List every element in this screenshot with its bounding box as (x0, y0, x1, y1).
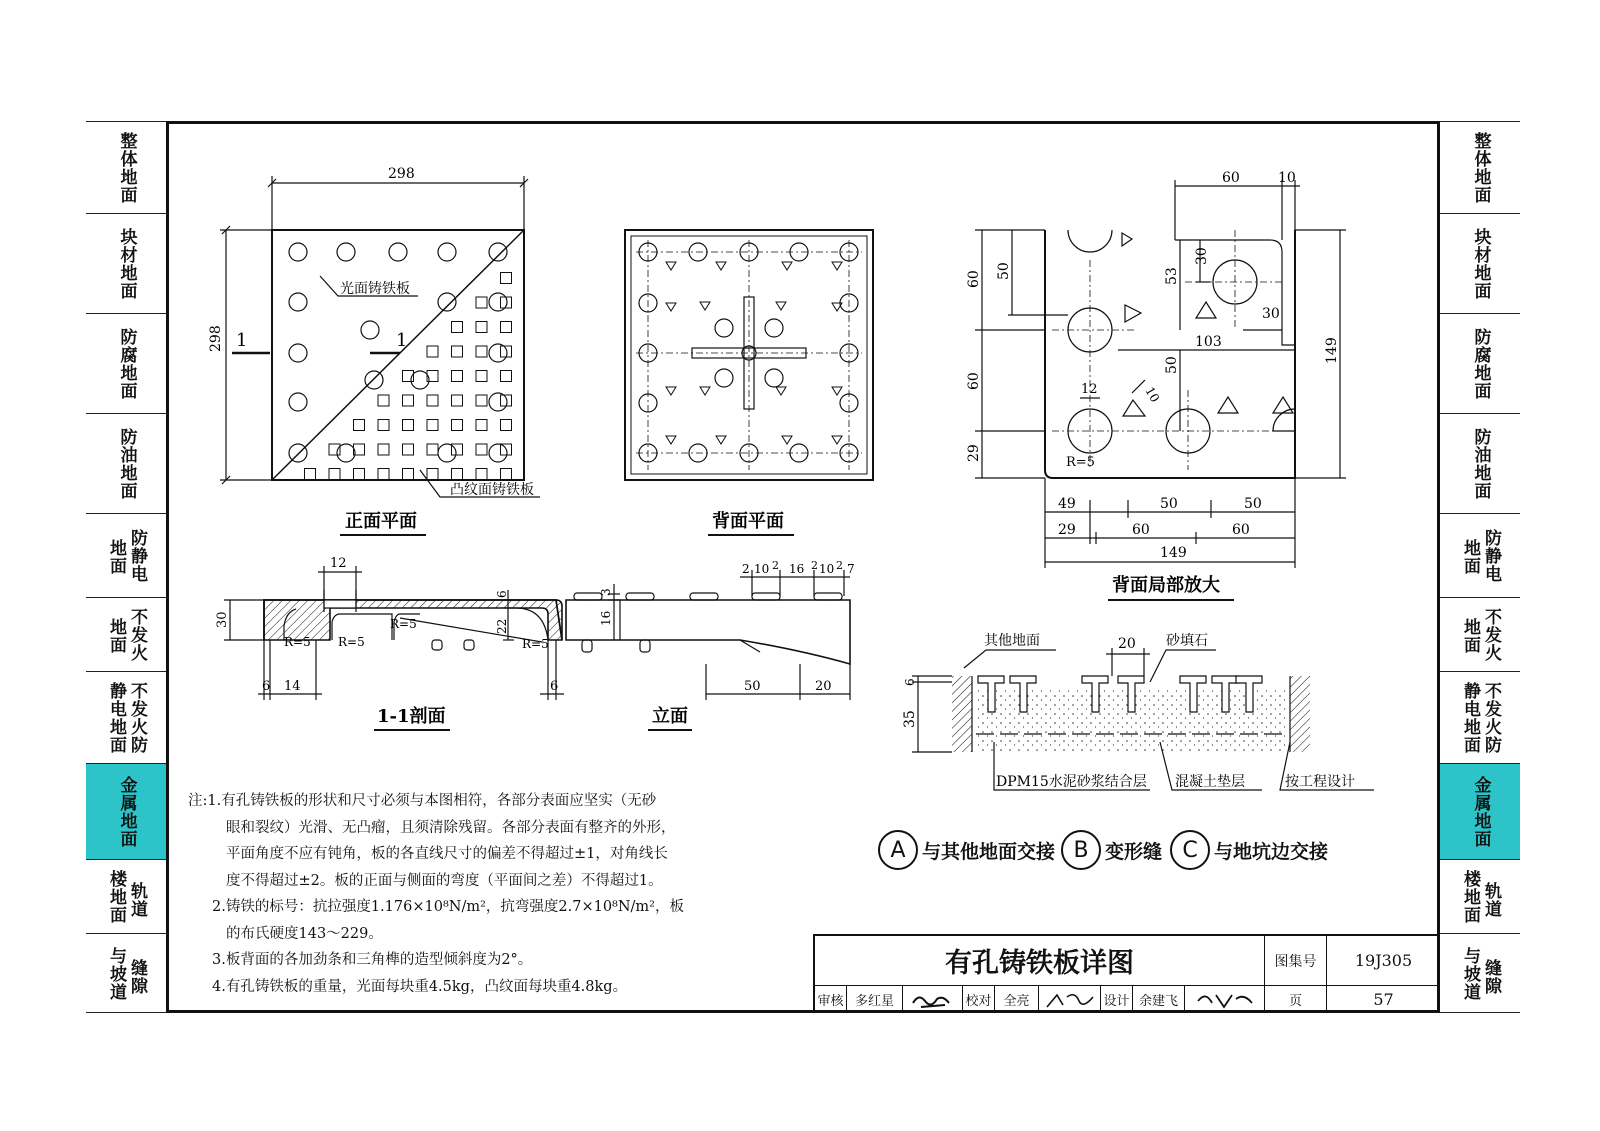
side-tab-label-b: 地面 (106, 617, 126, 654)
side-tab-label-b: 地面 (1460, 538, 1480, 575)
side-tab-label: 防油地面 (116, 427, 137, 500)
note-line: 度不得超过±2。板的正面与侧面的弯度（平面间之差）不得超过1。 (226, 872, 663, 889)
joint-detail (912, 648, 1374, 790)
elev-dim-2-d: 2 (836, 559, 843, 572)
section-mark-left: 1 (236, 330, 248, 351)
section-dim-30: 30 (215, 611, 230, 628)
design-label: 设计 (1101, 986, 1133, 1013)
joint-legend (878, 828, 1328, 872)
side-tab-label: 整体地面 (1470, 131, 1491, 204)
side-tab-label-b: 楼地面 (106, 869, 126, 924)
side-tab-label-b: 楼地面 (1460, 869, 1480, 924)
atlas-number: 19J305 (1327, 936, 1440, 986)
designer-signature (1185, 986, 1265, 1013)
label-ribbed-plate: 凸纹面铸铁板 (450, 482, 534, 498)
elev-dim-2-c: 2 (811, 559, 818, 572)
elev-dim-2-b: 2 (772, 559, 779, 572)
note-line: 3.板背面的各加劲条和三角榫的造型倾斜度为2°。 (212, 952, 533, 968)
detail-dim-53: 53 (1164, 267, 1180, 285)
detail-dim-50-c: 50 (1160, 496, 1178, 512)
side-tab-label: 金属地面 (116, 775, 137, 848)
section-dim-6-c: 6 (550, 679, 559, 694)
back-detail-title: 背面局部放大 (1112, 575, 1220, 596)
side-tab-label-b: 地面 (1460, 617, 1480, 654)
detail-dim-60-a: 60 (966, 270, 982, 288)
elev-dim-3: 3 (599, 588, 613, 596)
elev-dim-20: 20 (815, 679, 832, 694)
section-dim-22: 22 (495, 618, 509, 634)
drawing-title: 有孔铸铁板详图 (815, 936, 1265, 986)
front-plan-dim-height: 298 (208, 325, 224, 352)
section-view (224, 566, 564, 700)
detail-radius: R=5 (1066, 455, 1095, 470)
designer-name: 余建飞 (1133, 986, 1185, 1013)
legend-text-a: 与其他地面交接 (922, 840, 1056, 863)
elev-dim-7: 7 (847, 562, 855, 576)
detail-dim-149-right: 149 (1324, 337, 1340, 364)
side-tab-label-a: 防静电 (1481, 528, 1501, 583)
detail-dim-30-b: 30 (1262, 306, 1280, 322)
section-dim-6-b: 6 (262, 679, 271, 694)
front-plan-dim-width: 298 (388, 166, 415, 182)
detail-dim-149-bottom: 149 (1160, 545, 1187, 561)
section-radius-3: R=5 (390, 617, 417, 631)
detail-dim-49: 49 (1058, 496, 1076, 512)
side-tab-label-a: 防静电 (127, 528, 147, 583)
joint-label-design: 按工程设计 (1285, 774, 1355, 790)
detail-dim-60-d: 60 (1232, 522, 1250, 538)
detail-dim-29: 29 (966, 444, 982, 462)
side-tab-label-a: 不发火 (127, 607, 147, 662)
joint-label-bed: DPM15水泥砂浆结合层 (996, 774, 1147, 790)
section-radius-4: R=5 (522, 637, 549, 651)
side-tab-label-b: 静电地面 (106, 681, 126, 754)
section-title: 1-1剖面 (377, 706, 446, 727)
side-tab-label: 防腐地面 (116, 327, 137, 400)
side-tab-label: 金属地面 (1470, 775, 1491, 848)
elev-dim-16-side: 16 (599, 610, 613, 626)
note-line: 的布氏硬度143～229。 (226, 925, 383, 942)
title-block (813, 934, 1440, 1013)
front-plan (220, 176, 540, 497)
side-tab-label-b: 与坡道 (1460, 946, 1480, 1001)
side-tab-label-b: 与坡道 (106, 946, 126, 1001)
section-dim-14: 14 (284, 679, 301, 694)
detail-dim-29-b: 29 (1058, 522, 1076, 538)
section-dim-6-a: 6 (495, 590, 509, 598)
section-radius-2: R=5 (338, 635, 365, 649)
side-tab-label-b: 地面 (106, 538, 126, 575)
side-tab-label: 防油地面 (1470, 427, 1491, 500)
side-tab-label-a: 轨道 (127, 881, 147, 918)
section-radius-1: R=5 (284, 635, 311, 649)
legend-text-b: 变形缝 (1105, 840, 1163, 863)
detail-dim-10: 10 (1142, 384, 1163, 405)
legend-mark-a: A (878, 830, 918, 870)
back-plan-title: 背面平面 (712, 511, 784, 532)
detail-dim-60-b: 60 (966, 372, 982, 390)
side-tab-label-a: 缝隙 (127, 958, 147, 995)
label-smooth-plate: 光面铸铁板 (340, 281, 410, 297)
elev-dim-16: 16 (789, 562, 805, 576)
elev-dim-10-b: 10 (819, 562, 835, 576)
detail-dim-12: 12 (1081, 382, 1098, 397)
side-tab-label: 整体地面 (116, 131, 137, 204)
joint-dim-35: 35 (902, 710, 918, 728)
front-plan-title: 正面平面 (345, 511, 417, 532)
side-tab-label: 防腐地面 (1470, 327, 1491, 400)
side-tab-label-b: 静电地面 (1460, 681, 1480, 754)
checker-name: 全亮 (995, 986, 1039, 1013)
atlas-label: 图集号 (1265, 936, 1327, 986)
elev-dim-10-a: 10 (754, 562, 770, 576)
review-label: 审核 (815, 986, 847, 1013)
check-label: 校对 (963, 986, 995, 1013)
detail-dim-103: 103 (1195, 334, 1222, 350)
side-tab-label-a: 缝隙 (1481, 958, 1501, 995)
detail-dim-50-a: 50 (996, 262, 1012, 280)
note-line: 平面角度不应有钝角，板的各直线尺寸的偏差不得超过±1，对角线长 (226, 846, 668, 862)
note-line: 2.铸铁的标号：抗拉强度1.176×10⁸N/m²，抗弯强度2.7×10⁸N/m²，板 (212, 899, 684, 915)
legend-mark-c: C (1170, 830, 1210, 870)
elevation-title: 立面 (652, 706, 688, 727)
side-tab-label-a: 轨道 (1481, 881, 1501, 918)
side-tab-label-a: 不发火防 (127, 681, 147, 754)
note-line: 4.有孔铸铁板的重量，光面每块重4.5kg，凸纹面每块重4.8kg。 (212, 978, 628, 995)
joint-label-concrete: 混凝土垫层 (1175, 774, 1245, 790)
detail-dim-10-top: 10 (1278, 170, 1296, 186)
reviewer-signature (903, 986, 963, 1013)
side-tab-label-a: 不发火 (1481, 607, 1501, 662)
side-tab-label: 块材地面 (1470, 227, 1491, 300)
detail-dim-50-b: 50 (1164, 356, 1180, 374)
legend-text-c: 与地坑边交接 (1214, 840, 1329, 863)
elev-dim-2-a: 2 (742, 562, 750, 576)
joint-dim-6: 6 (903, 678, 917, 686)
notes-block (188, 788, 748, 1000)
back-plan (625, 230, 873, 480)
checker-signature (1039, 986, 1101, 1013)
detail-dim-60-c: 60 (1132, 522, 1150, 538)
reviewer-name: 多红星 (847, 986, 903, 1013)
side-tab-label: 块材地面 (116, 227, 137, 300)
detail-dim-60-top: 60 (1222, 170, 1240, 186)
elev-dim-50: 50 (744, 679, 761, 694)
detail-dim-30-a: 30 (1194, 247, 1210, 265)
note-line: 眼和裂纹）光滑、无凸瘤，且须清除残留。各部分表面有整齐的外形， (226, 819, 676, 836)
section-mark-right: 1 (396, 330, 408, 351)
side-tab-label-a: 不发火防 (1481, 681, 1501, 754)
joint-dim-20: 20 (1118, 636, 1136, 652)
section-dim-12: 12 (330, 556, 347, 571)
note-line: 注:1.有孔铸铁板的形状和尺寸必须与本图相符，各部分表面应坚实（无砂 (188, 793, 657, 809)
detail-dim-50-d: 50 (1244, 496, 1262, 512)
joint-label-sand: 砂填石 (1166, 633, 1208, 649)
joint-label-other: 其他地面 (984, 633, 1040, 649)
page-number: 57 (1373, 990, 1394, 1009)
legend-mark-b: B (1061, 830, 1101, 870)
page-label: 页 (1265, 986, 1327, 1013)
